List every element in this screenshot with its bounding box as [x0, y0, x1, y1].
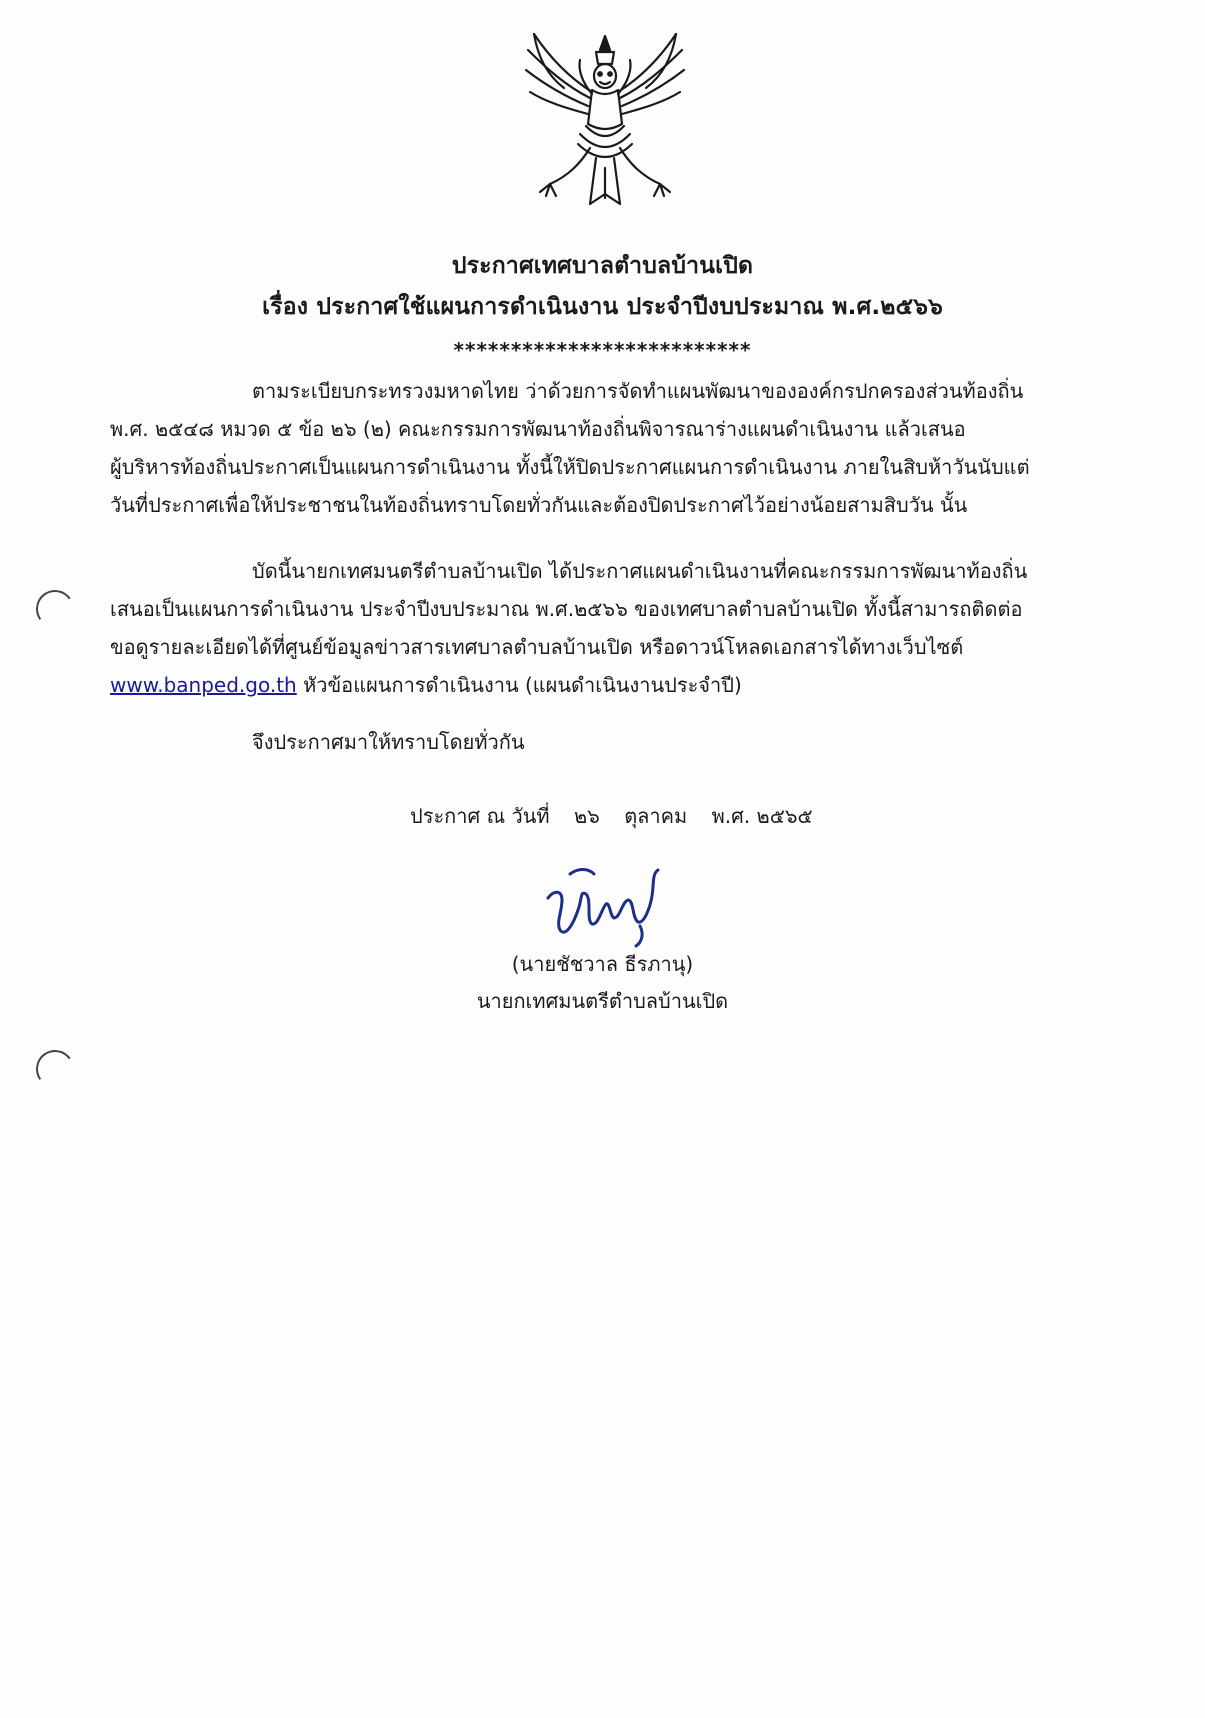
paragraph-announcement [110, 552, 1090, 704]
document-subject: เรื่อง ประกาศใช้แผนการดำเนินงาน ประจำปีงบประมาณ พ.ศ.๒๕๖๖ [262, 294, 943, 320]
dateline-year: พ.ศ. ๒๕๖๕ [711, 804, 813, 828]
paragraph-line: ผู้บริหารท้องถิ่นประกาศเป็นแผนการดำเนินงาน ทั้งนี้ให้ปิดประกาศแผนการดำเนินงาน ภายในสิบห้าวันนับแต่ [110, 455, 1030, 479]
signature-icon [540, 860, 680, 950]
website-link[interactable]: www.banped.go.th [110, 673, 297, 697]
dateline-day: ๒๖ [573, 804, 600, 828]
paragraph-line: ขอดูรายละเอียดได้ที่ศูนย์ข้อมูลข่าวสารเทศบาลตำบลบ้านเปิด หรือดาวน์โหลดเอกสารได้ทางเว็บไซต์ [110, 635, 964, 659]
dateline-prefix: ประกาศ ณ วันที่ [410, 804, 550, 828]
paragraph-line: บัดนี้นายกเทศมนตรีตำบลบ้านเปิด ได้ประกาศแผนดำเนินงานที่คณะกรรมการพัฒนาท้องถิ่น [252, 559, 1028, 583]
paragraph-line: วันที่ประกาศเพื่อให้ประชาชนในท้องถิ่นทราบโดยทั่วกันและต้องปิดประกาศไว้อย่างน้อยสามสิบวัน นั้น [110, 493, 968, 517]
paragraph-line [110, 666, 1090, 704]
paragraph-line-rest: หัวข้อแผนการดำเนินงาน (แผนดำเนินงานประจำปี) [296, 673, 742, 697]
separator: ************************** [453, 338, 752, 362]
paragraph-regulation [110, 372, 1090, 524]
punch-hole-mark [33, 1047, 77, 1091]
dateline [410, 800, 831, 832]
paragraph-line: พ.ศ. ๒๕๔๘ หมวด ๕ ข้อ ๒๖ (๒) คณะกรรมการพัฒนาท้องถิ่นพิจารณาร่างแผนดำเนินงาน แล้วเสนอ [110, 417, 966, 441]
punch-hole-mark [33, 587, 77, 631]
signer-name: (นายชัชวาล ธีรภานุ) [511, 952, 694, 976]
closing-statement: จึงประกาศมาให้ทราบโดยทั่วกัน [252, 730, 525, 754]
document-title: ประกาศเทศบาลตำบลบ้านเปิด [451, 253, 754, 279]
paragraph-line: เสนอเป็นแผนการดำเนินงาน ประจำปีงบประมาณ พ.ศ.๒๕๖๖ ของเทศบาลตำบลบ้านเปิด ทั้งนี้สามารถติดต่อ [110, 597, 1023, 621]
paragraph-line: ตามระเบียบกระทรวงมหาดไทย ว่าด้วยการจัดทำแผนพัฒนาขององค์กรปกครองส่วนท้องถิ่น [252, 379, 1024, 403]
signer-title: นายกเทศมนตรีตำบลบ้านเปิด [476, 989, 729, 1013]
garuda-emblem-icon [520, 28, 690, 213]
dateline-month: ตุลาคม [624, 804, 688, 828]
